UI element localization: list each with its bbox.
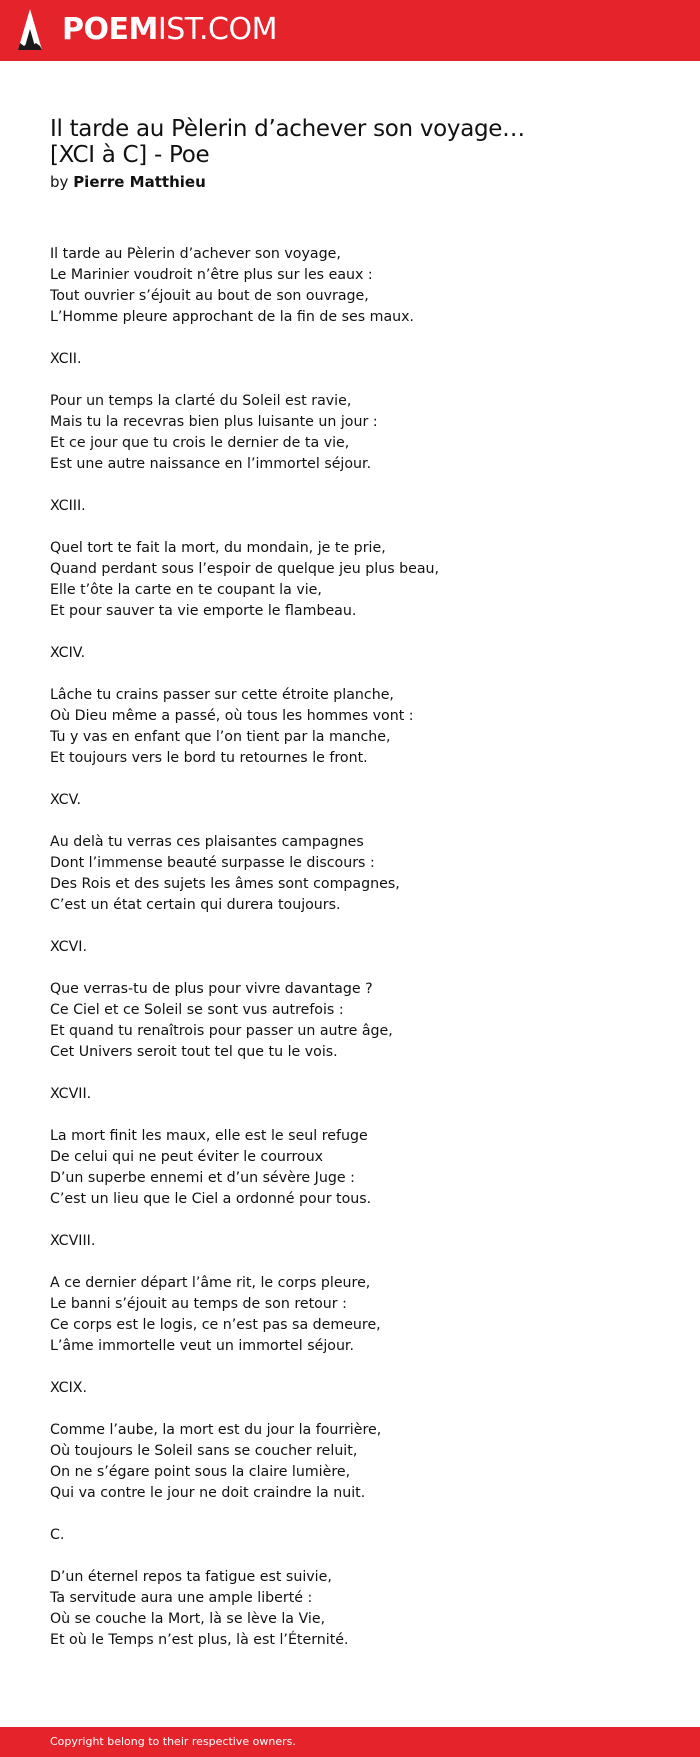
poem-line: Et ce jour que tu crois le dernier de ta vie, xyxy=(50,435,350,451)
stanza-gap xyxy=(50,622,650,643)
stanza-gap xyxy=(50,1063,650,1084)
stanza-gap xyxy=(50,1399,650,1420)
poem-line: A ce dernier départ l’âme rit, le corps pleure, xyxy=(50,1275,371,1291)
poem-line: Des Rois et des sujets les âmes sont compagnes, xyxy=(50,876,400,892)
section-number: XCVI. xyxy=(50,939,87,955)
poem-line: Pour un temps la clarté du Soleil est ravie, xyxy=(50,393,352,409)
poem-line: Ce corps est le logis, ce n’est pas sa demeure, xyxy=(50,1317,381,1333)
poem-line: Le Marinier voudroit n’être plus sur les eaux : xyxy=(50,267,373,283)
poem-line: D’un éternel repos ta fatigue est suivie, xyxy=(50,1569,332,1585)
stanza-gap xyxy=(50,328,650,349)
poem-line: Ta servitude aura une ample liberté : xyxy=(50,1590,313,1606)
pencil-logo-icon[interactable] xyxy=(18,9,42,52)
stanza-gap xyxy=(50,811,650,832)
poem-line: Et où le Temps n’est plus, là est l’Éternité. xyxy=(50,1632,349,1648)
poem-line: Elle t’ôte la carte en te coupant la vie, xyxy=(50,582,322,598)
stanza-gap xyxy=(50,1105,650,1126)
poem-line: Quand perdant sous l’espoir de quelque jeu plus beau, xyxy=(50,561,440,577)
poem-line: Où toujours le Soleil sans se coucher reluit, xyxy=(50,1443,358,1459)
poem-line: Et toujours vers le bord tu retournes le front. xyxy=(50,750,368,766)
poem-line: On ne s’égare point sous la claire lumière, xyxy=(50,1464,351,1480)
section-number: XCII. xyxy=(50,351,82,367)
stanza-gap xyxy=(50,958,650,979)
site-footer xyxy=(0,1727,700,1757)
site-logo[interactable] xyxy=(62,12,277,48)
poem-line: Lâche tu crains passer sur cette étroite planche, xyxy=(50,687,394,703)
poem-line: Qui va contre le jour ne doit craindre la nuit. xyxy=(50,1485,366,1501)
section-number: C. xyxy=(50,1527,65,1543)
poem-line: Il tarde au Pèlerin d’achever son voyage, xyxy=(50,246,341,262)
stanza-gap xyxy=(50,1252,650,1273)
author-name[interactable]: Pierre Matthieu xyxy=(73,173,206,191)
poem-line: Et pour sauver ta vie emporte le flambeau. xyxy=(50,603,357,619)
poem-line: Tu y vas en enfant que l’on tient par la manche, xyxy=(50,729,391,745)
section-number: XCVII. xyxy=(50,1086,92,1102)
poem-title xyxy=(50,116,610,168)
byline xyxy=(50,172,206,192)
poem-line: Et quand tu renaîtrois pour passer un autre âge, xyxy=(50,1023,393,1039)
poem-line: Ce Ciel et ce Soleil se sont vus autrefois : xyxy=(50,1002,344,1018)
poem-line: D’un superbe ennemi et d’un sévère Juge : xyxy=(50,1170,355,1186)
stanza-gap xyxy=(50,916,650,937)
stanza-gap xyxy=(50,475,650,496)
section-number: XCV. xyxy=(50,792,81,808)
poem-line: Que verras-tu de plus pour vivre davantage ? xyxy=(50,981,373,997)
poem-line: Mais tu la recevras bien plus luisante un jour : xyxy=(50,414,378,430)
stanza-gap xyxy=(50,1546,650,1567)
by-label: by xyxy=(50,173,69,191)
stanza-gap xyxy=(50,1357,650,1378)
poem-title-line-1: Il tarde au Pèlerin d’achever son voyage… xyxy=(50,116,525,142)
section-number: XCIII. xyxy=(50,498,86,514)
poem-line: C’est un lieu que le Ciel a ordonné pour tous. xyxy=(50,1191,372,1207)
poem-line: Où Dieu même a passé, où tous les hommes vont : xyxy=(50,708,414,724)
stanza-gap xyxy=(50,769,650,790)
poem-line: Le banni s’éjouit au temps de son retour : xyxy=(50,1296,347,1312)
poem-title-line-2: [XCI à C] - Poe xyxy=(50,142,210,168)
poem-line: Est une autre naissance en l’immortel séjour. xyxy=(50,456,372,472)
poem-line: Au delà tu verras ces plaisantes campagnes xyxy=(50,834,364,850)
poem-line: Quel tort te fait la mort, du mondain, je te prie, xyxy=(50,540,386,556)
section-number: XCIV. xyxy=(50,645,86,661)
poem-line: Tout ouvrier s’éjouit au bout de son ouvrage, xyxy=(50,288,369,304)
poem-line: Comme l’aube, la mort est du jour la fourrière, xyxy=(50,1422,382,1438)
logo-bold-text: POEM xyxy=(62,12,158,47)
poem-line: C’est un état certain qui durera toujours. xyxy=(50,897,341,913)
poem-line: L’Homme pleure approchant de la fin de ses maux. xyxy=(50,309,415,325)
poem-line: Où se couche la Mort, là se lève la Vie, xyxy=(50,1611,326,1627)
stanza-gap xyxy=(50,1504,650,1525)
poem-line: La mort finit les maux, elle est le seul refuge xyxy=(50,1128,368,1144)
logo-light-text: IST.COM xyxy=(157,12,277,47)
stanza-gap xyxy=(50,664,650,685)
poem-line: L’âme immortelle veut un immortel séjour. xyxy=(50,1338,354,1354)
stanza-gap xyxy=(50,517,650,538)
poem-body xyxy=(50,244,650,1651)
copyright-text: Copyright belong to their respective owners. xyxy=(50,1735,296,1748)
section-number: XCIX. xyxy=(50,1380,88,1396)
poem-line: Cet Univers seroit tout tel que tu le vois. xyxy=(50,1044,338,1060)
poem-line: De celui qui ne peut éviter le courroux xyxy=(50,1149,324,1165)
site-header xyxy=(0,0,700,61)
poem-line: Dont l’immense beauté surpasse le discours : xyxy=(50,855,375,871)
stanza-gap xyxy=(50,370,650,391)
section-number: XCVIII. xyxy=(50,1233,96,1249)
stanza-gap xyxy=(50,1210,650,1231)
